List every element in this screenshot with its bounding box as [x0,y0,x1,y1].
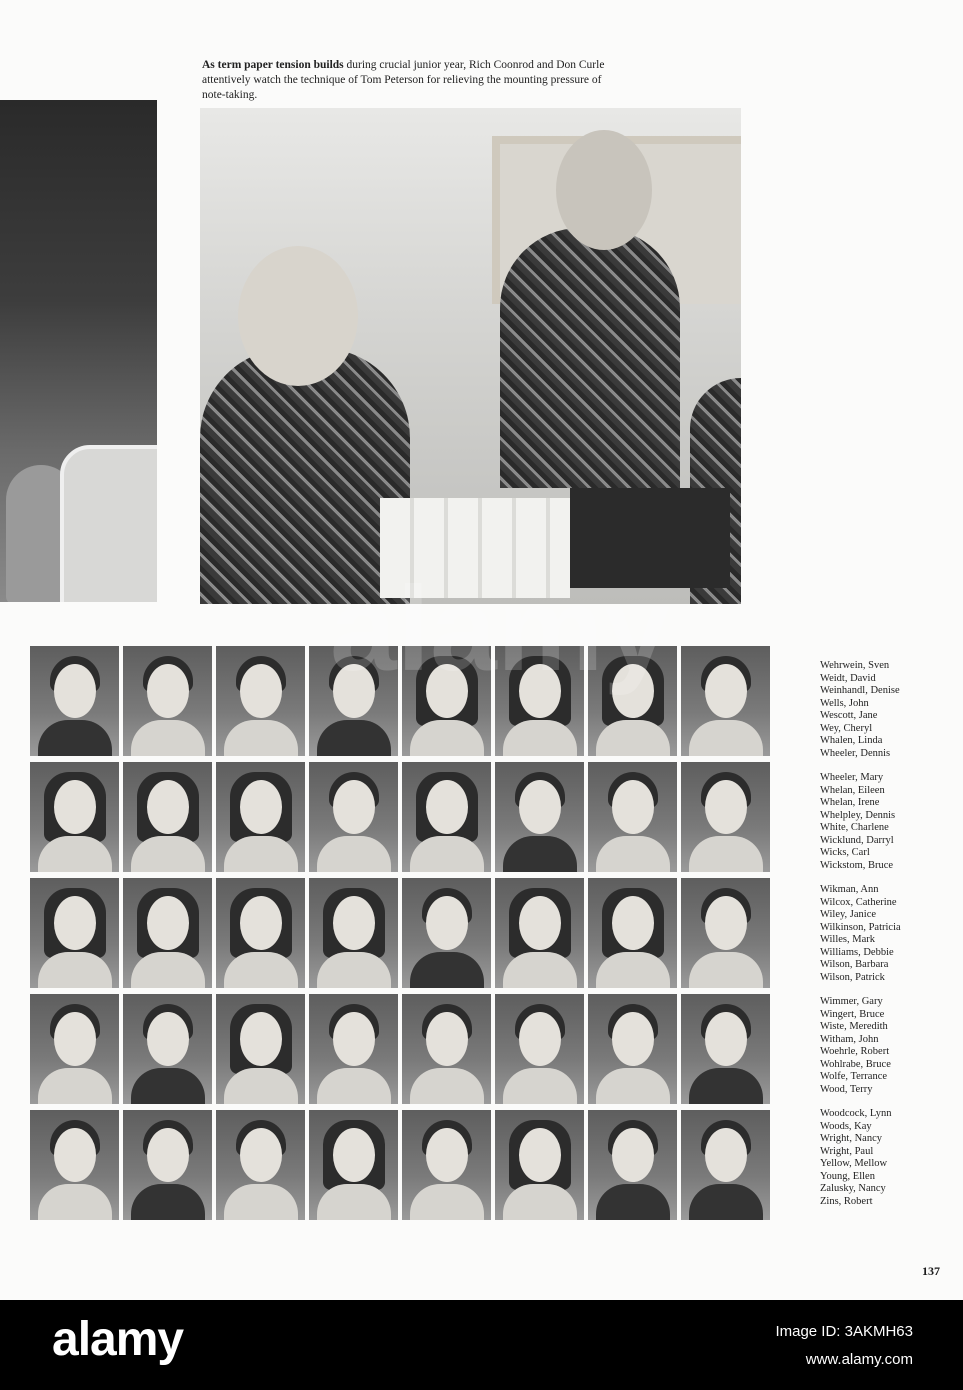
student-name: Williams, Debbie [820,946,894,958]
portrait-face [240,780,282,834]
portrait-face [147,664,189,718]
student-name: Wells, John [820,697,869,709]
portrait-body [317,1068,391,1104]
student-portrait [123,762,212,872]
car-shape [60,445,157,602]
student-name: Wolfe, Terrance [820,1071,888,1082]
stock-footer [0,1300,963,1390]
main-photo [200,108,741,604]
student-portrait [123,994,212,1104]
portrait-face [240,1012,282,1066]
student-name: Wey, Cheryl [820,722,873,734]
portrait-body [689,720,763,756]
footer-meta [775,1318,913,1374]
student-name: Whelpley, Dennis [820,809,896,821]
portrait-body [503,836,577,872]
student-portrait [123,1110,212,1220]
student-portrait [588,878,677,988]
student-name: Zins, Robert [820,1195,873,1207]
portrait-body [38,720,112,756]
student-name: Yellow, Mellow [820,1158,888,1169]
student-portrait [402,762,491,872]
portrait-face [426,896,468,950]
student-portrait [309,878,398,988]
portrait-body [224,1184,298,1220]
student-name: Wikman, Ann [820,884,879,895]
image-id: Image ID: 3AKMH63 [775,1323,913,1340]
portrait-body [131,720,205,756]
student-name: Whelan, Irene [820,797,880,808]
portrait-face [612,1128,654,1182]
student-portrait [402,994,491,1104]
student-portrait [216,762,305,872]
student-name: Wood, Terry [820,1083,873,1095]
student-name: Wright, Nancy [820,1133,882,1144]
student-name: Wiley, Janice [820,909,877,920]
page-number: 137 [922,1264,940,1278]
portrait-face [705,1128,747,1182]
student-name: Wicks, Carl [820,847,870,858]
student-name: Wiste, Meredith [820,1021,888,1032]
caption-text: during crucial junior year, Rich Coonrod and Don Curle attentively watch the technique of Tom Peterson for relieving the mounting pressure of note-taking. [202,58,605,101]
portrait-face [147,896,189,950]
student-name: Wilkinson, Patricia [820,921,901,933]
left-cropped-photo [0,100,157,602]
student-portrait [681,994,770,1104]
portrait-face [612,780,654,834]
student-portrait [30,1110,119,1220]
portrait-face [333,1012,375,1066]
portrait-grid [30,646,770,1220]
student-portrait [588,646,677,756]
student-middle-head [556,130,652,250]
student-name: Whalen, Linda [820,735,883,746]
portrait-face [426,1128,468,1182]
portrait-body [38,1068,112,1104]
portrait-face [426,780,468,834]
student-portrait [309,646,398,756]
student-portrait [123,878,212,988]
caption-lead: As term paper tension builds [202,58,344,71]
student-portrait [30,762,119,872]
portrait-body [131,1184,205,1220]
student-name: Wingert, Bruce [820,1008,885,1020]
student-portrait [495,646,584,756]
student-portrait [30,646,119,756]
student-name: Wheeler, Mary [820,772,884,783]
portrait-face [333,664,375,718]
student-name: Wheeler, Dennis [820,747,891,759]
student-name: Weinhandl, Denise [820,685,900,696]
student-portrait [309,994,398,1104]
student-portrait [681,878,770,988]
portrait-face [519,780,561,834]
book-stack [570,488,730,588]
portrait-body [410,952,484,988]
student-portrait [681,762,770,872]
student-portrait [588,762,677,872]
student-name: Wilcox, Catherine [820,896,897,908]
portrait-body [596,836,670,872]
folded-papers [380,498,570,598]
portrait-face [147,1012,189,1066]
student-portrait [216,1110,305,1220]
student-name: Wicklund, Darryl [820,834,894,846]
name-group [820,1108,960,1208]
student-portrait [495,1110,584,1220]
portrait-face [54,896,96,950]
portrait-face [519,896,561,950]
student-name: Witham, John [820,1033,879,1045]
student-portrait [402,646,491,756]
name-group [820,996,960,1096]
student-portrait [495,994,584,1104]
portrait-body [689,1068,763,1104]
student-portrait [216,994,305,1104]
student-name: Woodcock, Lynn [820,1108,892,1119]
student-name: Wescott, Jane [820,710,878,721]
portrait-body [224,720,298,756]
student-portrait [495,762,584,872]
student-portrait [402,1110,491,1220]
student-left-head [238,246,358,386]
student-portrait [588,994,677,1104]
name-group [820,772,960,872]
student-portrait [216,646,305,756]
portrait-face [147,1128,189,1182]
student-name: Woehrle, Robert [820,1046,890,1057]
student-portrait [309,1110,398,1220]
student-portrait [681,1110,770,1220]
portrait-face [147,780,189,834]
portrait-body [689,836,763,872]
portrait-face [54,1012,96,1066]
portrait-body [410,1068,484,1104]
name-group [820,884,960,984]
student-portrait [123,646,212,756]
name-group [820,660,960,760]
student-name: Wilson, Barbara [820,959,889,970]
portrait-face [333,780,375,834]
portrait-body [596,1068,670,1104]
student-name: White, Charlene [820,822,889,833]
photo-caption [202,58,622,103]
student-name: Weidt, David [820,672,876,684]
portrait-face [705,780,747,834]
portrait-face [333,896,375,950]
portrait-body [689,952,763,988]
portrait-face [54,664,96,718]
portrait-face [333,1128,375,1182]
student-portrait [681,646,770,756]
alamy-logo: alamy [52,1313,184,1366]
portrait-face [426,664,468,718]
student-portrait [309,762,398,872]
student-left [200,348,410,604]
portrait-face [705,1012,747,1066]
portrait-face [54,1128,96,1182]
portrait-face [612,664,654,718]
portrait-face [240,1128,282,1182]
portrait-body [317,836,391,872]
portrait-face [705,896,747,950]
portrait-face [612,896,654,950]
student-name: Willes, Mark [820,934,875,945]
student-name: Wimmer, Gary [820,996,883,1007]
portrait-face [54,780,96,834]
student-name: Zalusky, Nancy [820,1183,886,1194]
student-portrait [588,1110,677,1220]
portrait-body [503,1068,577,1104]
student-name: Wickstom, Bruce [820,859,894,871]
portrait-body [689,1184,763,1220]
student-middle [500,228,680,488]
portrait-body [317,720,391,756]
student-name: Wilson, Patrick [820,971,885,983]
student-name: Wehrwein, Sven [820,660,890,671]
student-name: Wright, Paul [820,1145,874,1157]
portrait-body [596,1184,670,1220]
student-portrait [495,878,584,988]
portrait-face [519,664,561,718]
student-portrait [402,878,491,988]
student-name: Whelan, Eileen [820,784,885,796]
student-name: Woods, Kay [820,1120,872,1132]
student-portrait [30,994,119,1104]
student-name: Young, Ellen [820,1170,875,1182]
portrait-face [612,1012,654,1066]
portrait-face [426,1012,468,1066]
portrait-body [410,1184,484,1220]
portrait-face [240,664,282,718]
portrait-face [519,1012,561,1066]
student-portrait [30,878,119,988]
site-url[interactable]: www.alamy.com [805,1351,913,1368]
student-portrait [216,878,305,988]
portrait-body [131,1068,205,1104]
portrait-body [38,1184,112,1220]
student-name: Wohlrabe, Bruce [820,1058,891,1070]
student-name-list [820,660,960,1208]
portrait-face [705,664,747,718]
portrait-face [240,896,282,950]
portrait-face [519,1128,561,1182]
